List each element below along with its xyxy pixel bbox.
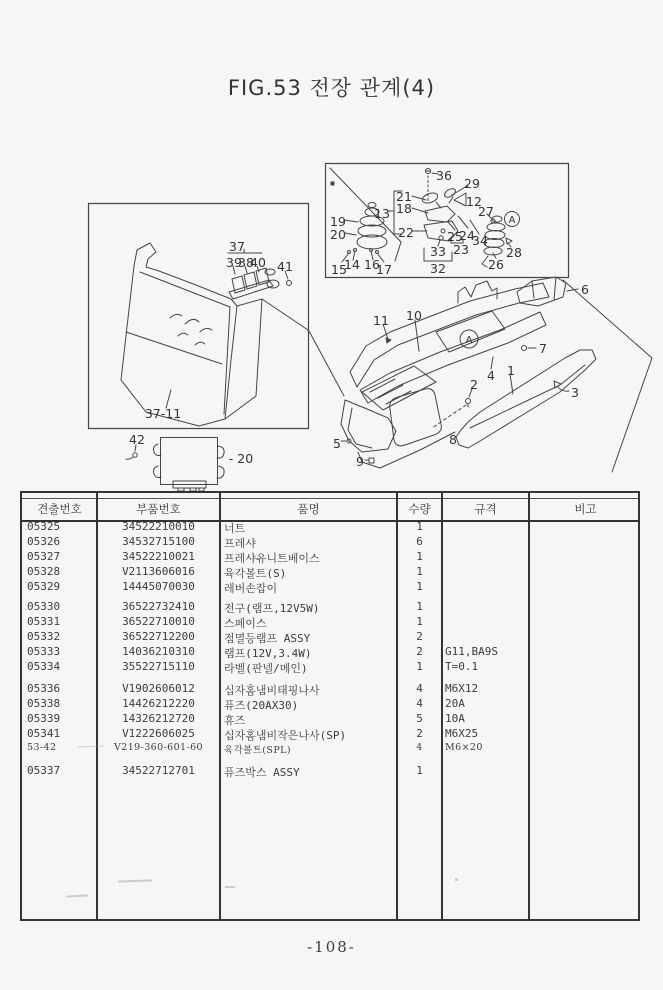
column-header-3: 품명	[297, 502, 320, 516]
page-number: -108-	[307, 938, 356, 956]
cell-part-name: 프레샤	[224, 537, 256, 550]
callout-28: 28	[506, 245, 522, 260]
cell-part-name: 램프(12V,3.4W)	[224, 647, 312, 660]
cell-part-name: 스페이스	[224, 617, 267, 630]
pencil-mark	[225, 886, 235, 888]
callout-29: 29	[464, 176, 480, 191]
cell-part-name: 프레샤유니트베이스	[224, 552, 320, 565]
callout-17: 17	[376, 262, 392, 277]
table-row	[22, 565, 642, 579]
cell-part-no: 36522712200	[122, 630, 195, 643]
table-row	[22, 615, 642, 629]
panel-drawing	[121, 243, 344, 426]
cell-spec	[445, 565, 527, 579]
callout-20: 20	[330, 227, 346, 242]
callout-2: 2	[470, 377, 478, 392]
callout-- 20: - 20	[228, 451, 254, 466]
cell-part-no: 34522210010	[122, 520, 195, 533]
callout-40: 40	[250, 255, 266, 270]
cell-part-name: 십자홈냄비태핑나사	[224, 684, 320, 697]
cell-spec	[445, 580, 527, 594]
callout-26: 26	[488, 257, 504, 272]
callout-32: 32	[430, 261, 446, 276]
callout-7: 7	[539, 341, 547, 356]
cell-qty: 4	[416, 682, 423, 695]
cell-qty: 4	[416, 742, 423, 753]
panel-detail-box	[89, 204, 309, 429]
callout-3: 3	[571, 385, 579, 400]
table-row	[22, 520, 642, 534]
table-row	[22, 712, 642, 726]
cell-part-no: V1222606025	[122, 727, 195, 740]
column-header-4: 수량	[408, 502, 431, 516]
callout-41: 41	[277, 259, 293, 274]
callout-10: 10	[406, 308, 422, 323]
cell-index-no: 05331	[27, 615, 61, 628]
callout-5: 5	[333, 436, 341, 451]
cell-index-no: 53-42	[27, 742, 57, 753]
table-row	[22, 682, 642, 696]
cell-qty: 1	[416, 660, 423, 673]
callout-A: A	[508, 215, 516, 226]
cell-note	[532, 600, 640, 614]
cell-index-no: 05328	[27, 565, 61, 578]
callout-37-11: 37-11	[144, 406, 182, 421]
cell-part-name: 전구(램프,12V5W)	[224, 602, 320, 615]
column-header-2: 부품번호	[136, 502, 181, 516]
cell-qty: 2	[416, 630, 423, 643]
cell-index-no: 05326	[27, 535, 61, 548]
callout-22: 22	[398, 225, 414, 240]
cell-part-name: 육각볼트(S)	[224, 567, 287, 580]
callout-12: 12	[466, 194, 482, 209]
table-row	[22, 630, 642, 644]
cell-part-no: V219-360-601-60	[114, 742, 203, 753]
cell-part-no: 34522210021	[122, 550, 195, 563]
callout-1: 1	[507, 363, 515, 378]
cell-part-no: 36522710010	[122, 615, 195, 628]
cell-part-no: V2113606016	[122, 565, 195, 578]
cell-qty: 1	[416, 550, 423, 563]
parts-table	[20, 491, 640, 921]
cell-part-no: 34532715100	[122, 535, 195, 548]
callout-27: 27	[478, 204, 494, 219]
callout-19: 19	[330, 214, 346, 229]
cell-qty: 2	[416, 645, 423, 658]
cell-part-name: 너트	[224, 522, 246, 535]
cell-index-no: 05330	[27, 600, 61, 613]
cell-spec	[445, 600, 527, 614]
cell-index-no: 05336	[27, 682, 61, 695]
cell-qty: 5	[416, 712, 423, 725]
cell-qty: 1	[416, 615, 423, 628]
cell-index-no: 05337	[27, 764, 61, 777]
cell-part-name: 퓨즈(20AX30)	[224, 699, 299, 712]
cell-part-name: 십자홈냄비작은나사(SP)	[224, 729, 347, 742]
cell-spec	[445, 520, 527, 534]
cell-part-name: 휴즈	[224, 714, 246, 727]
column-header-6: 비고	[574, 502, 597, 516]
cell-qty: 2	[416, 727, 423, 740]
callout-38: 38	[238, 255, 254, 270]
cell-index-no: 05334	[27, 660, 61, 673]
callout-21: 21	[396, 189, 412, 204]
cell-qty: 1	[416, 565, 423, 578]
table-row	[22, 580, 642, 594]
column-header-5: 규격	[474, 502, 497, 516]
cell-qty: 6	[416, 535, 423, 548]
cell-part-name: 육각볼트(SPL)	[224, 745, 291, 756]
column-header-1: 견출번호	[37, 502, 82, 516]
callout-13: 13	[374, 206, 390, 221]
cell-spec	[445, 630, 527, 644]
callout-4: 4	[487, 368, 495, 383]
callout-16: 16	[364, 257, 380, 272]
callout-11: 11	[373, 313, 389, 328]
callout-18: 18	[396, 201, 412, 216]
table-row	[22, 742, 642, 756]
cell-spec	[445, 764, 527, 778]
speck	[455, 878, 458, 881]
cell-index-no: 05341	[27, 727, 61, 740]
cell-part-name: 라벨(판넬/메인)	[224, 662, 308, 675]
cell-note	[532, 520, 640, 534]
callout-8: 8	[449, 432, 457, 447]
cell-part-no: 14326212720	[122, 712, 195, 725]
callout-A: A	[465, 335, 473, 346]
callout-24: 24	[459, 228, 475, 243]
cell-spec: G11,BA9S	[445, 645, 498, 658]
table-row	[22, 660, 642, 674]
cell-spec	[445, 535, 527, 549]
cell-note	[532, 712, 640, 726]
cell-part-no: 36522732410	[122, 600, 195, 613]
cell-note	[532, 535, 640, 549]
cell-part-no: 14036210310	[122, 645, 195, 658]
cell-note	[532, 682, 640, 696]
cell-spec: 20A	[445, 697, 465, 710]
cell-spec: M6X25	[445, 727, 479, 740]
cell-part-no: 35522715110	[122, 660, 195, 673]
cell-note	[532, 697, 640, 711]
callout-42: 42	[129, 432, 145, 447]
cell-spec: T=0.1	[445, 660, 479, 673]
cell-note	[532, 565, 640, 579]
table-row	[22, 645, 642, 659]
table-header-topline	[22, 498, 638, 499]
cell-qty: 1	[416, 520, 423, 533]
callout-23: 23	[453, 242, 469, 257]
cell-index-no: 05327	[27, 550, 61, 563]
cell-part-no: 14445070030	[122, 580, 195, 593]
cell-note	[532, 615, 640, 629]
cell-spec: 10A	[445, 712, 465, 725]
callout-39: 39	[226, 255, 242, 270]
cell-note	[532, 645, 640, 659]
callout-34: 34	[472, 233, 488, 248]
cell-note	[532, 550, 640, 564]
cell-spec: M6×20	[445, 742, 483, 753]
cell-part-name: 레버손잡이	[224, 582, 278, 595]
cell-part-no: V1902606012	[122, 682, 195, 695]
table-row	[22, 697, 642, 711]
cell-spec	[445, 615, 527, 629]
cell-part-name: 퓨즈박스 ASSY	[224, 766, 300, 779]
callout-37: 37	[229, 239, 245, 254]
table-row	[22, 550, 642, 564]
cell-note	[532, 764, 640, 778]
cell-index-no: 05339	[27, 712, 61, 725]
cell-part-name: 점멸등램프 ASSY	[224, 632, 311, 645]
cell-note	[532, 727, 640, 741]
cell-index-no: 05329	[27, 580, 61, 593]
cell-qty: 1	[416, 764, 423, 777]
cell-qty: 4	[416, 697, 423, 710]
table-row	[22, 535, 642, 549]
cell-index-no: 05332	[27, 630, 61, 643]
cell-qty: 1	[416, 600, 423, 613]
cell-note	[532, 630, 640, 644]
callout-33: 33	[430, 244, 446, 259]
callout-9: 9	[356, 454, 364, 469]
callout-25: 25	[447, 229, 463, 244]
callout-labels	[129, 168, 589, 469]
callout-14: 14	[344, 257, 360, 272]
cell-index-no: 05333	[27, 645, 61, 658]
callout-36: 36	[436, 168, 452, 183]
table-row	[22, 727, 642, 741]
cell-part-no: 14426212220	[122, 697, 195, 710]
cell-spec: M6X12	[445, 682, 479, 695]
table-row	[22, 600, 642, 614]
table-row	[22, 764, 642, 778]
cell-note	[532, 742, 640, 756]
cell-spec	[445, 550, 527, 564]
cell-note	[532, 580, 640, 594]
cell-part-no: 34522712701	[122, 764, 195, 777]
cell-index-no: 05338	[27, 697, 61, 710]
figure-title: FIG.53 전장 관계(4)	[227, 76, 436, 100]
cell-qty: 1	[416, 580, 423, 593]
cell-note	[532, 660, 640, 674]
cell-index-no: 05325	[27, 520, 61, 533]
callout-6: 6	[581, 282, 589, 297]
callout-15: 15	[331, 262, 347, 277]
